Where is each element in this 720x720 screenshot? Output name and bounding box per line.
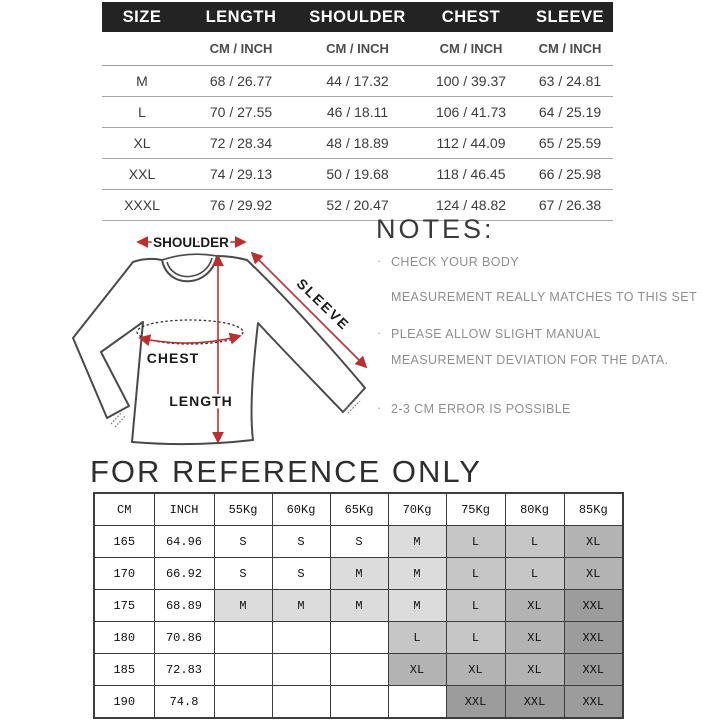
table-cell: L xyxy=(505,526,564,558)
column-header-70kg: 70Kg xyxy=(388,493,446,526)
table-row xyxy=(94,686,623,719)
table-cell xyxy=(272,686,330,719)
note-text: MEASUREMENT DEVIATION FOR THE DATA. xyxy=(391,353,669,367)
table-cell: L xyxy=(505,558,564,590)
table-cell: 72.83 xyxy=(154,654,214,686)
table-cell: 165 xyxy=(94,526,154,558)
chest-label: CHEST xyxy=(146,350,200,366)
table-cell xyxy=(272,654,330,686)
table-cell: 100 / 39.37 xyxy=(415,66,527,97)
notes-section xyxy=(376,212,712,418)
table-cell: 50 / 19.68 xyxy=(300,159,415,190)
note-line xyxy=(376,351,712,369)
column-header-sleeve: SLEEVE xyxy=(527,2,613,32)
collar-back-line xyxy=(162,254,217,260)
table-cell: 64 / 25.19 xyxy=(527,97,613,128)
table-cell: 67 / 26.38 xyxy=(527,190,613,221)
note-text: CHECK YOUR BODY xyxy=(391,255,520,269)
table-row xyxy=(102,128,613,159)
table-row xyxy=(94,654,623,686)
bullet-icon: · xyxy=(377,326,382,340)
table-row xyxy=(102,97,613,128)
table-cell: L xyxy=(446,590,505,622)
note-item xyxy=(376,400,712,418)
table-cell: XL xyxy=(505,590,564,622)
table-cell: L xyxy=(388,622,446,654)
collar-inner-line xyxy=(167,258,212,277)
weight-height-reference-table xyxy=(93,492,624,719)
table-cell: 65 / 25.59 xyxy=(527,128,613,159)
table-cell: 72 / 28.34 xyxy=(182,128,300,159)
table-cell: 76 / 29.92 xyxy=(182,190,300,221)
table-cell: XL xyxy=(388,654,446,686)
size-table-unit-row xyxy=(102,32,613,66)
note-text: PLEASE ALLOW SLIGHT MANUAL xyxy=(391,327,601,341)
table-cell: S xyxy=(272,558,330,590)
table-cell xyxy=(330,622,388,654)
table-cell: XXL xyxy=(446,686,505,719)
table-cell: 68.89 xyxy=(154,590,214,622)
table-cell: XXL xyxy=(564,654,623,686)
table-cell: 52 / 20.47 xyxy=(300,190,415,221)
table-cell: 66 / 25.98 xyxy=(527,159,613,190)
column-header-shoulder: SHOULDER xyxy=(300,2,415,32)
note-text: MEASUREMENT REALLY MATCHES TO THIS SET xyxy=(391,290,698,304)
table-cell: M xyxy=(388,526,446,558)
table-cell: XXL xyxy=(505,686,564,719)
shirt-outline xyxy=(73,256,365,444)
table-cell: S xyxy=(330,526,388,558)
sleeve-label: SLEEVE xyxy=(293,275,354,334)
column-header-size: SIZE xyxy=(102,2,182,32)
table-cell: L xyxy=(446,558,505,590)
table-cell: 112 / 44.09 xyxy=(415,128,527,159)
column-header-55kg: 55Kg xyxy=(214,493,272,526)
table-cell: XXL xyxy=(564,622,623,654)
table-cell: 66.92 xyxy=(154,558,214,590)
table-cell: M xyxy=(214,590,272,622)
bullet-icon: · xyxy=(377,401,382,415)
table-cell: S xyxy=(214,526,272,558)
column-header-chest: CHEST xyxy=(415,2,527,32)
length-label: LENGTH xyxy=(169,393,233,409)
table-cell xyxy=(330,686,388,719)
table-cell: 118 / 46.45 xyxy=(415,159,527,190)
table-cell: 170 xyxy=(94,558,154,590)
table-cell: M xyxy=(272,590,330,622)
column-header-80kg: 80Kg xyxy=(505,493,564,526)
table-cell: L xyxy=(102,97,182,128)
note-item xyxy=(376,325,712,369)
table-cell: 70 / 27.55 xyxy=(182,97,300,128)
table-cell: 63 / 24.81 xyxy=(527,66,613,97)
table-cell: XXXL xyxy=(102,190,182,221)
table-cell: S xyxy=(214,558,272,590)
column-header-cm: CM xyxy=(94,493,154,526)
note-line xyxy=(376,253,712,271)
table-cell xyxy=(272,622,330,654)
table-cell: M xyxy=(330,558,388,590)
table-cell: XL xyxy=(505,622,564,654)
table-cell: 68 / 26.77 xyxy=(182,66,300,97)
size-table-header-row xyxy=(102,2,613,32)
table-row xyxy=(102,66,613,97)
table-cell: 124 / 48.82 xyxy=(415,190,527,221)
table-cell: 190 xyxy=(94,686,154,719)
table-cell: L xyxy=(446,526,505,558)
table-cell: 185 xyxy=(94,654,154,686)
reference-header-row xyxy=(94,493,623,526)
table-cell: XL xyxy=(102,128,182,159)
table-cell: 175 xyxy=(94,590,154,622)
notes-title: NOTES: xyxy=(376,214,495,244)
unit-cell: CM / INCH xyxy=(415,32,527,66)
table-row xyxy=(102,159,613,190)
table-cell: M xyxy=(330,590,388,622)
table-cell: 64.96 xyxy=(154,526,214,558)
note-line xyxy=(376,325,712,343)
table-cell: 46 / 18.11 xyxy=(300,97,415,128)
unit-cell xyxy=(102,32,182,66)
note-item xyxy=(376,253,712,306)
column-header-length: LENGTH xyxy=(182,2,300,32)
unit-cell: CM / INCH xyxy=(182,32,300,66)
table-cell: 180 xyxy=(94,622,154,654)
column-header-inch: INCH xyxy=(154,493,214,526)
table-cell: XL xyxy=(446,654,505,686)
table-cell: 74.8 xyxy=(154,686,214,719)
table-cell: XL xyxy=(505,654,564,686)
table-cell: 70.86 xyxy=(154,622,214,654)
bullet-icon: · xyxy=(377,254,382,268)
unit-cell: CM / INCH xyxy=(527,32,613,66)
table-cell: XL xyxy=(564,526,623,558)
table-cell: M xyxy=(102,66,182,97)
shirt-measurement-diagram xyxy=(48,216,384,458)
note-text: 2-3 CM ERROR IS POSSIBLE xyxy=(391,402,571,416)
table-cell: 44 / 17.32 xyxy=(300,66,415,97)
table-cell: M xyxy=(388,590,446,622)
table-cell: 106 / 41.73 xyxy=(415,97,527,128)
size-measurement-table xyxy=(102,2,613,221)
table-cell: XXL xyxy=(564,590,623,622)
unit-cell: CM / INCH xyxy=(300,32,415,66)
table-cell xyxy=(388,686,446,719)
table-cell: M xyxy=(388,558,446,590)
column-header-85kg: 85Kg xyxy=(564,493,623,526)
table-cell: L xyxy=(446,622,505,654)
note-line xyxy=(376,288,712,306)
table-cell: XXL xyxy=(102,159,182,190)
table-row xyxy=(94,590,623,622)
note-line xyxy=(376,400,712,418)
shoulder-label: SHOULDER xyxy=(153,235,229,250)
column-header-65kg: 65Kg xyxy=(330,493,388,526)
column-header-60kg: 60Kg xyxy=(272,493,330,526)
table-cell: XXL xyxy=(564,686,623,719)
table-cell: XL xyxy=(564,558,623,590)
column-header-75kg: 75Kg xyxy=(446,493,505,526)
reference-title: FOR REFERENCE ONLY xyxy=(90,454,482,489)
table-row xyxy=(94,526,623,558)
table-row xyxy=(94,622,623,654)
table-cell: 74 / 29.13 xyxy=(182,159,300,190)
table-cell: 48 / 18.89 xyxy=(300,128,415,159)
table-cell xyxy=(214,654,272,686)
table-cell xyxy=(214,686,272,719)
table-row xyxy=(94,558,623,590)
table-cell: S xyxy=(272,526,330,558)
table-cell xyxy=(330,654,388,686)
table-cell xyxy=(214,622,272,654)
